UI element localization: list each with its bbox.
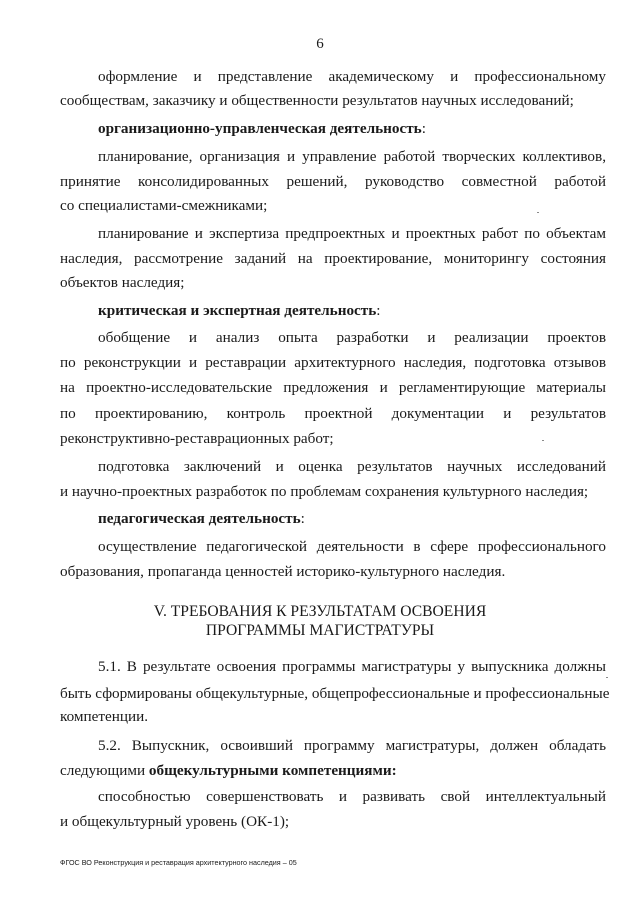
text-line: реконструктивно-реставрационных работ; [60, 430, 334, 447]
text-line: и научно-проектных разработок по проблемам сохранения культурного наследия; [60, 483, 589, 500]
subheading-colon: : [421, 120, 426, 137]
subheading-colon: : [300, 510, 305, 527]
text-line: обобщение и анализ опыта разработки и реализации проектов [98, 329, 606, 346]
subheading-text: организационно-управленческая деятельность [98, 120, 422, 137]
text-line: компетенции. [60, 708, 149, 725]
bold-term: общекультурными компетенциями: [148, 762, 397, 779]
text-line: 5.2. Выпускник, освоивший программу магистратуры, должен обладать [98, 737, 606, 754]
text-line: оформление и представление академическому и профессиональному [98, 68, 606, 85]
page-footer: ФГОС ВО Реконструкция и реставрация архитектурного наследия – 05 [60, 858, 297, 867]
text-line: быть сформированы общекультурные, общепрофессиональные и профессиональные [60, 685, 610, 702]
subheading-critical [98, 302, 640, 320]
text-line: способностью совершенствовать и развивать свой интеллектуальный [98, 788, 606, 805]
text-line: на проектно-исследовательские предложения и регламентирующие материалы [60, 379, 606, 396]
text-line [60, 762, 606, 780]
subheading-text: критическая и экспертная деятельность [98, 302, 377, 319]
text-line: осуществление педагогической деятельности в сфере профессионального [98, 538, 606, 555]
text-line: и общекультурный уровень (ОК-1); [60, 813, 290, 830]
text-line: подготовка заключений и оценка результатов научных исследований [98, 458, 606, 475]
text-line: принятие консолидированных решений, руководство совместной работой [60, 173, 606, 190]
text-line: сообществам, заказчику и общественности результатов научных исследований; [60, 92, 574, 109]
text-span: следующими [60, 762, 149, 779]
text-line: по проектированию, контроль проектной документации и результатов [60, 405, 606, 422]
subheading-organizational [98, 120, 640, 138]
text-line: 5.1. В результате освоения программы магистратуры у выпускника должны [98, 658, 606, 675]
scan-speck [542, 440, 544, 441]
section-heading: ПРОГРАММЫ МАГИСТРАТУРЫ [205, 622, 435, 639]
scan-speck [537, 212, 539, 213]
text-line: образования, пропаганда ценностей историко-культурного наследия. [60, 563, 506, 580]
text-line: планирование, организация и управление работой творческих коллективов, [98, 148, 606, 165]
subheading-text: педагогическая деятельность [98, 510, 301, 527]
text-line: по реконструкции и реставрации архитектурного наследия, подготовка отзывов [60, 354, 606, 371]
subheading-pedagogical [98, 510, 640, 528]
page-number: 6 [316, 36, 324, 52]
text-line: наследия, рассмотрение заданий на проектирование, мониторингу состояния [60, 250, 606, 267]
scan-speck [606, 677, 608, 678]
section-heading: V. ТРЕБОВАНИЯ К РЕЗУЛЬТАТАМ ОСВОЕНИЯ [153, 603, 487, 620]
text-line: планирование и экспертиза предпроектных и проектных работ по объектам [98, 225, 606, 242]
text-line: объектов наследия; [60, 274, 185, 291]
subheading-colon: : [376, 302, 381, 319]
text-line: со специалистами-смежниками; [60, 197, 268, 214]
